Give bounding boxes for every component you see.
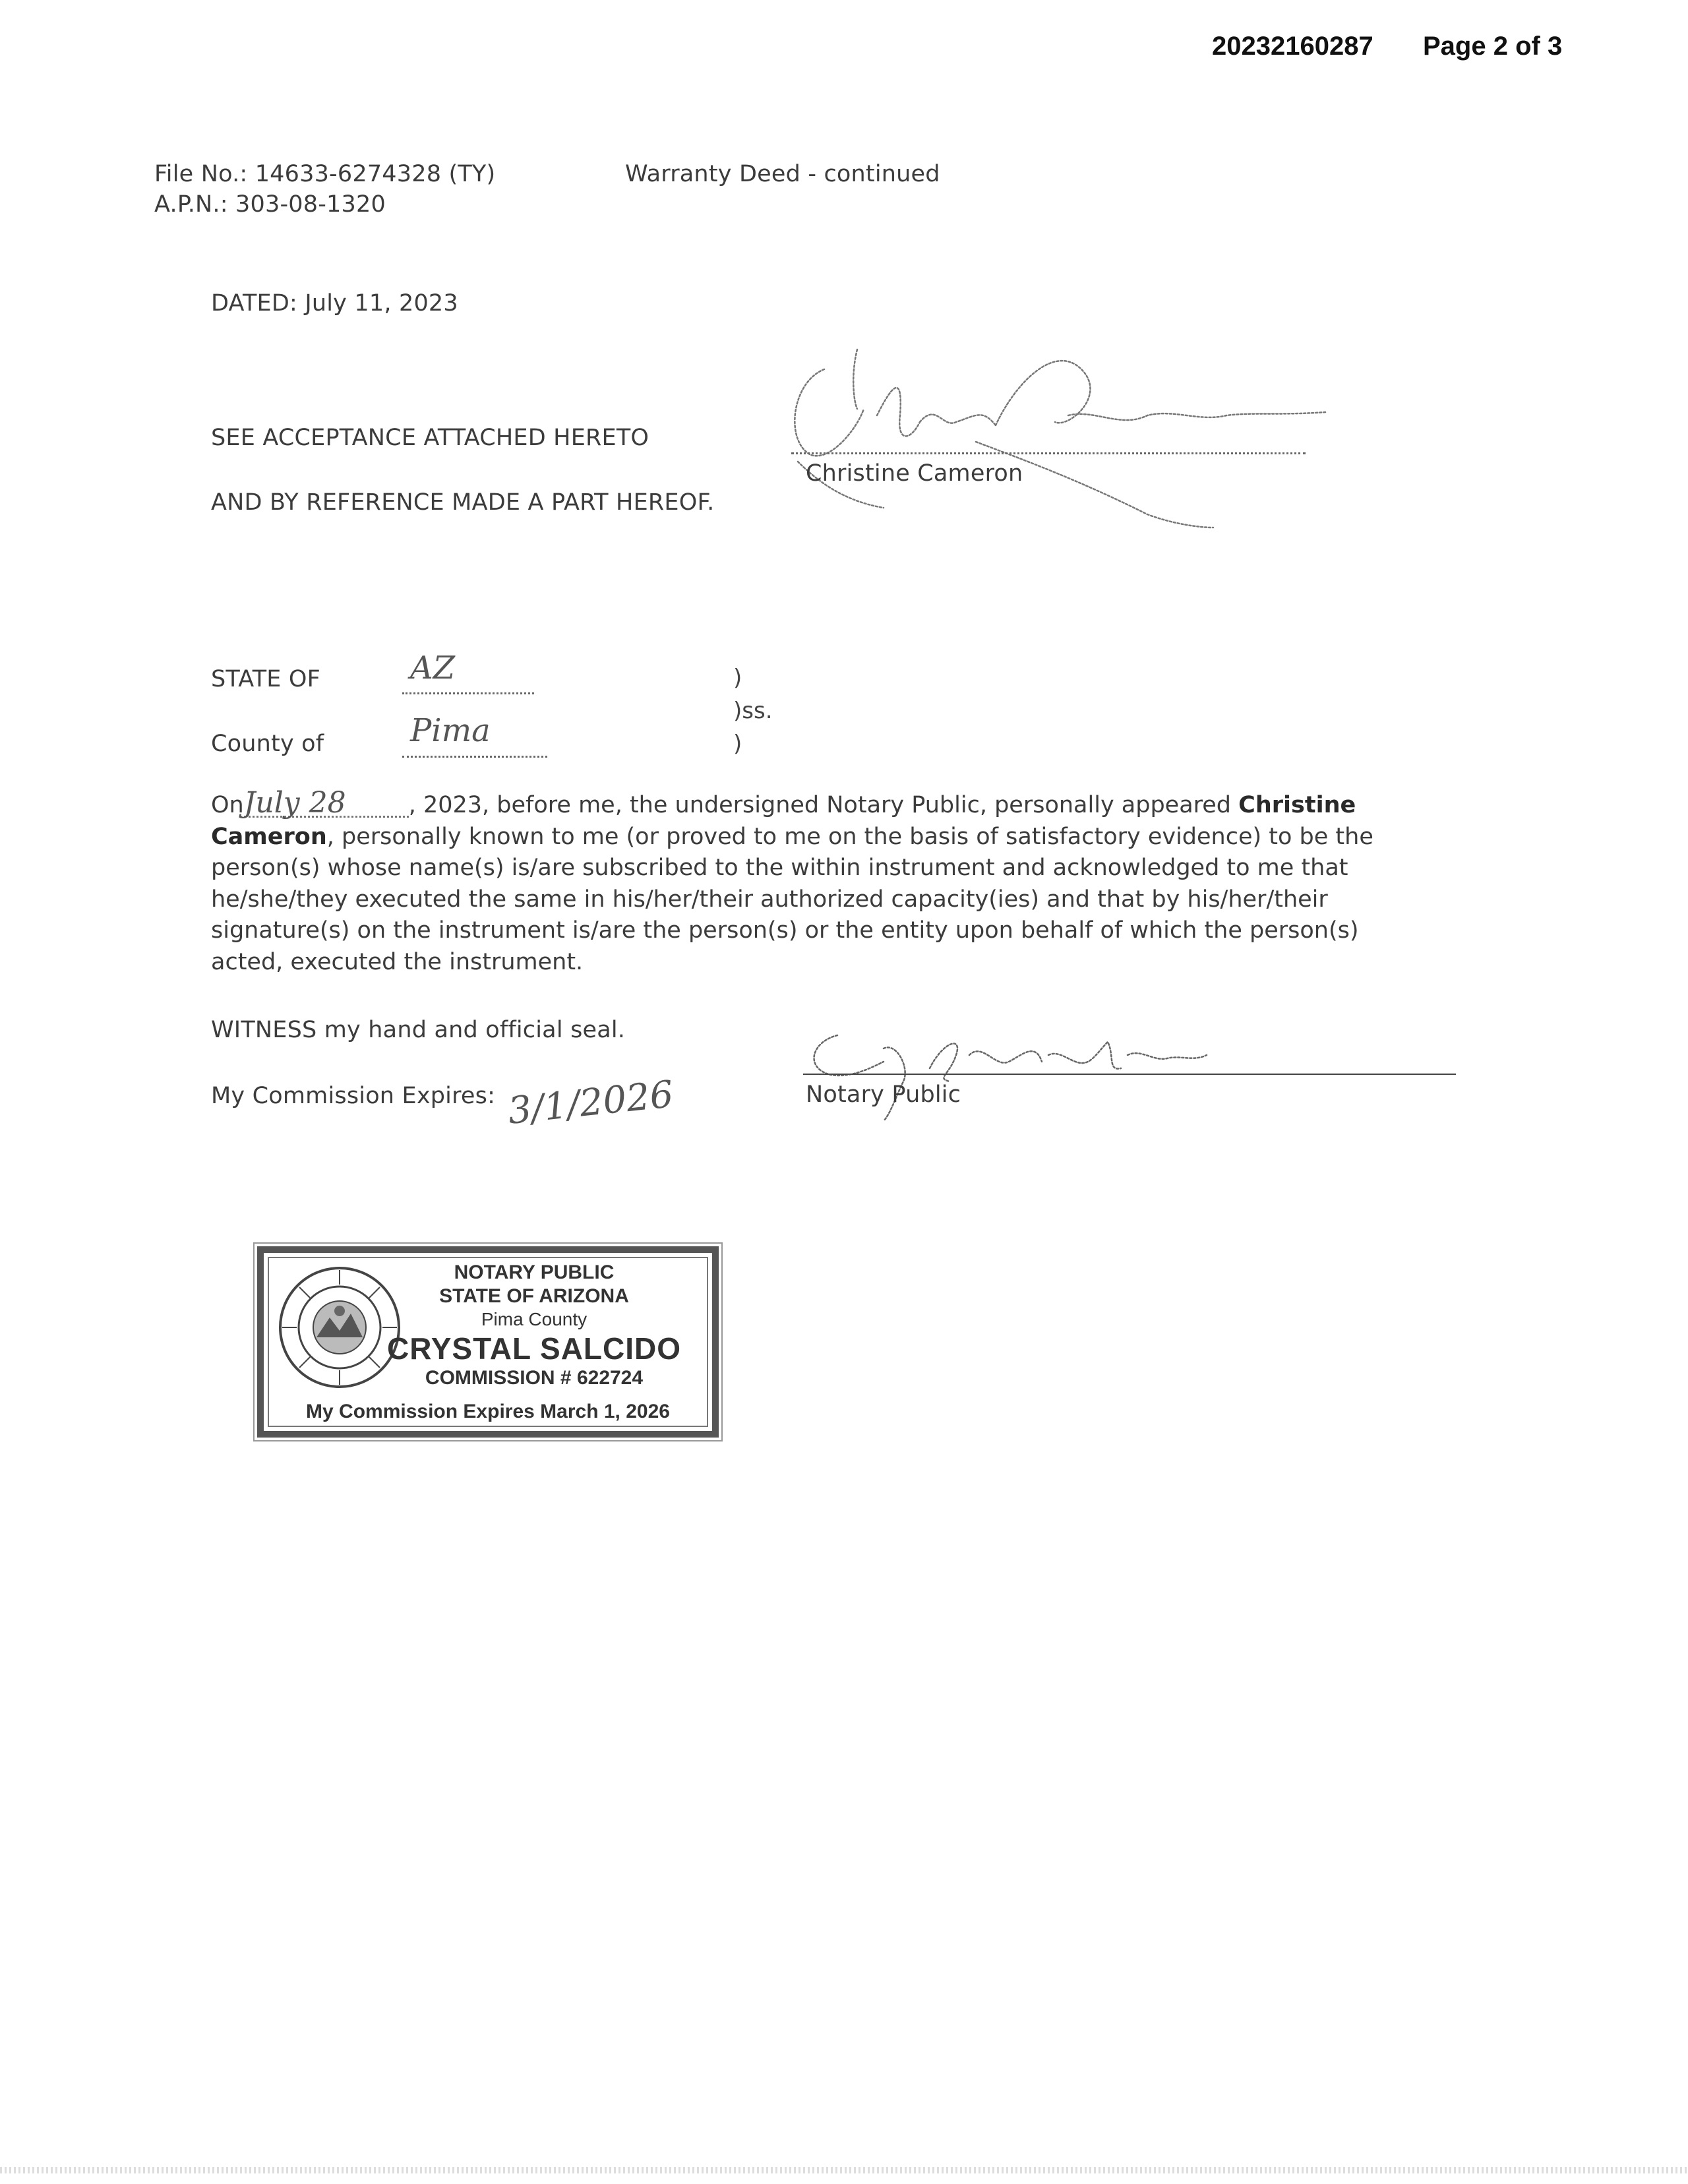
commission-value: 3/1/2026: [506, 1073, 676, 1133]
ack-line-3: person(s) whose name(s) is/are subscribed to the within instrument and acknowledged to me that: [211, 855, 1348, 881]
grantor-signature-line: [791, 452, 1306, 454]
seal-notary-name: CRYSTAL SALCIDO: [386, 1331, 682, 1366]
state-value: AZ: [410, 650, 456, 686]
state-label: STATE OF: [211, 666, 321, 692]
state-blank-line: [402, 692, 534, 694]
ack-line-2: Cameron, personally known to me (or proved to me on the basis of satisfactory evidence) to be the: [211, 823, 1373, 850]
commission-label: My Commission Expires:: [211, 1083, 496, 1109]
county-label: County of: [211, 731, 324, 757]
document-title: Warranty Deed - continued: [625, 161, 940, 187]
page-indicator: Page 2 of 3: [1423, 32, 1563, 61]
dated-line: DATED: July 11, 2023: [211, 290, 458, 317]
venue-paren-top: ): [733, 665, 742, 691]
ack-line-5: signature(s) on the instrument is/are the person(s) or the entity upon behalf of which the person(s): [211, 917, 1359, 944]
ack-handwritten-date: July 28: [244, 791, 409, 818]
grantor-signature: [778, 330, 1345, 541]
acknowledgment-paragraph: [211, 786, 1464, 978]
notary-signature: [798, 1016, 1220, 1128]
grantor-name: Christine Cameron: [806, 460, 1023, 487]
file-number: File No.: 14633-6274328 (TY): [154, 161, 496, 187]
seal-commission-number: COMMISSION # 622724: [425, 1367, 644, 1389]
venue-ss: )ss.: [733, 698, 773, 724]
scan-edge-noise: [0, 2167, 1688, 2173]
apn-number: A.P.N.: 303-08-1320: [154, 191, 386, 218]
ack-name-first: Christine: [1238, 792, 1356, 818]
seal-text-block: [363, 1261, 706, 1390]
ack-line-6: acted, executed the instrument.: [211, 948, 584, 975]
seal-line-3: Pima County: [481, 1309, 588, 1329]
county-value: Pima: [410, 712, 491, 749]
venue-paren-bottom: ): [733, 731, 742, 757]
witness-line: WITNESS my hand and official seal.: [211, 1017, 626, 1043]
ack-line-1: OnJuly 28 , 2023, before me, the undersigned Notary Public, personally appeared Christine: [211, 786, 1356, 820]
seal-expiration: My Commission Expires March 1, 2026: [306, 1401, 670, 1422]
document-number: 20232160287: [1212, 32, 1373, 61]
notary-signature-line: [803, 1074, 1456, 1075]
seal-line-1: NOTARY PUBLIC: [454, 1261, 615, 1283]
acceptance-line-2: AND BY REFERENCE MADE A PART HEREOF.: [211, 489, 715, 516]
seal-line-2: STATE OF ARIZONA: [439, 1285, 629, 1307]
ack-name-last: Cameron: [211, 823, 327, 850]
notary-label: Notary Public: [806, 1081, 961, 1108]
county-blank-line: [402, 756, 547, 758]
notary-seal-stamp: [257, 1246, 719, 1438]
ack-line-4: he/she/they executed the same in his/her/their authorized capacity(ies) and that by his/her/their: [211, 886, 1328, 913]
acceptance-line-1: SEE ACCEPTANCE ATTACHED HERETO: [211, 425, 649, 451]
